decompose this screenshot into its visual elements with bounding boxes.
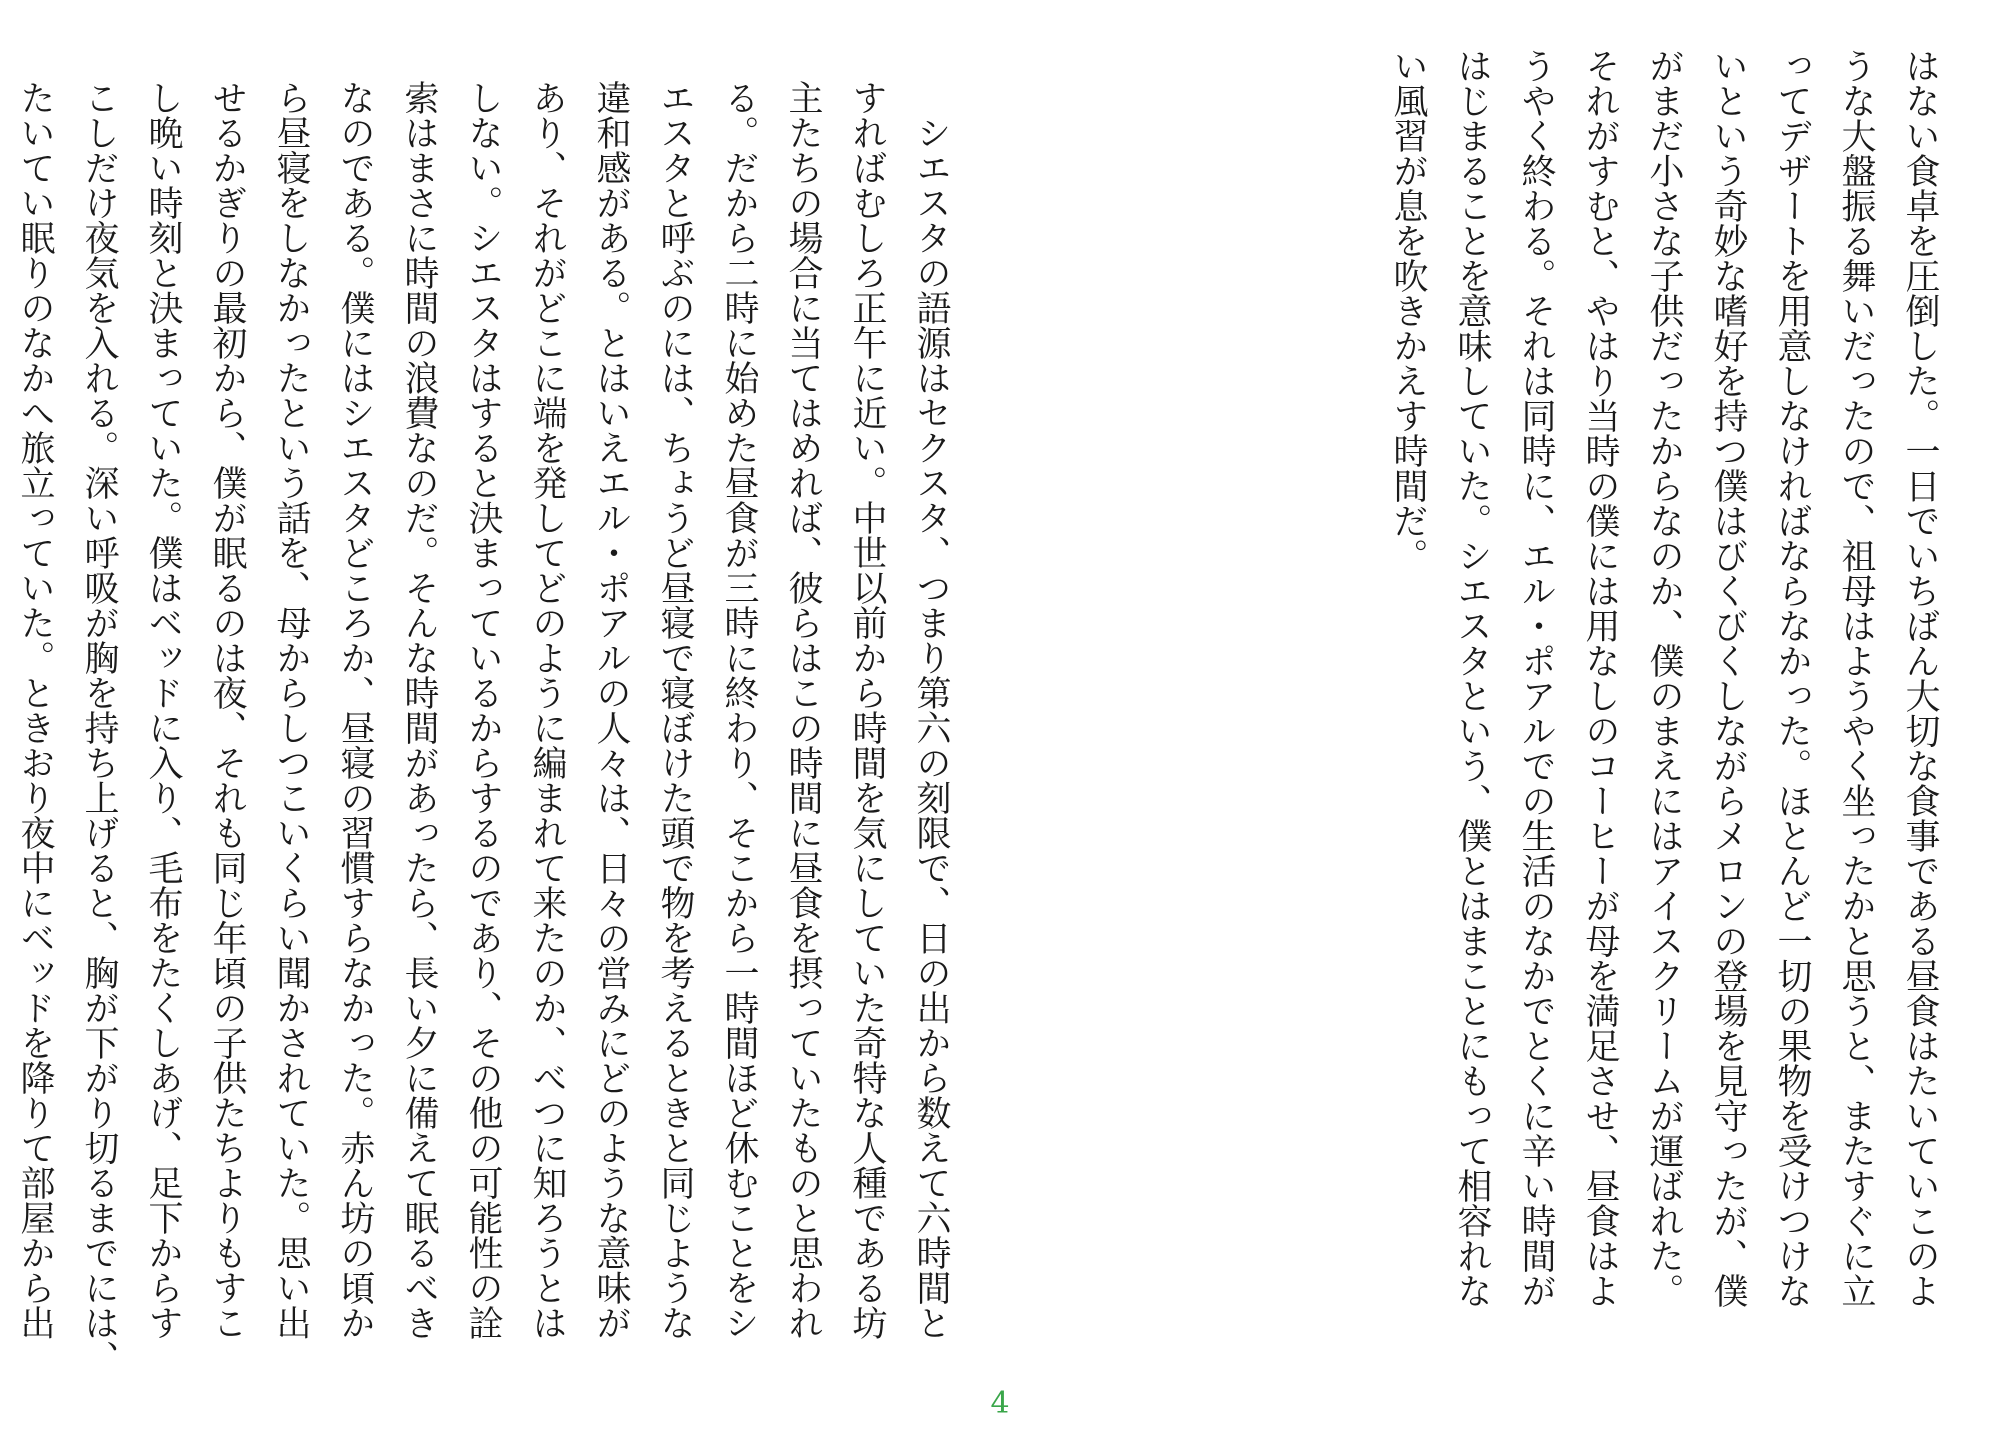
text-line: 主たちの場合に当てはめれば、彼らはこの時間に昼食を摂っていたものと思われ [783,80,823,1340]
text-line: なのである。僕にはシエスタどころか、昼寝の習慣すらなかった。赤ん坊の頃か [335,80,375,1340]
text-line: る。だから二時に始めた昼食が三時に終わり、そこから一時間ほど休むことをシ [719,80,759,1340]
text-line: こしだけ夜気を入れる。深い呼吸が胸を持ち上げると、胸が下がり切るまでには、 [79,80,119,1375]
text-line: 違和感がある。とはいえエル・ポアルの人々は、日々の営みにどのような意味が [591,80,631,1340]
text-line: はない食卓を圧倒した。一日でいちばん大切な食事である昼食はたいていこのよ [1900,48,1940,1308]
text-line: がまだ小さな子供だったからなのか、僕のまえにはアイスクリームが運ばれた。 [1644,48,1684,1308]
text-line: すればむしろ正午に近い。中世以前から時間を気にしていた奇特な人種である坊 [847,80,887,1340]
text-line: シエスタの語源はセクスタ、つまり第六の刻限で、日の出から数えて六時間と [911,115,951,1340]
text-line: エスタと呼ぶのには、ちょうど昼寝で寝ぼけた頭で物を考えるときと同じような [655,80,695,1340]
text-line: あり、それがどこに端を発してどのように編まれて来たのか、べつに知ろうとは [527,80,567,1340]
text-line: いという奇妙な嗜好を持つ僕はびくびくしながらメロンの登場を見守ったが、僕 [1708,48,1748,1308]
paragraph-1 [1388,48,1952,1383]
text-line: し晩い時刻と決まっていた。僕はベッドに入り、毛布をたくしあげ、足下からす [143,80,183,1340]
text-line: ら昼寝をしなかったという話を、母からしつこいくらい聞かされていた。思い出 [271,80,311,1340]
text-line: それがすむと、やはり当時の僕には用なしのコーヒーが母を満足させ、昼食はよ [1580,48,1620,1308]
text-line: せるかぎりの最初から、僕が眠るのは夜、それも同じ年頃の子供たちよりもすこ [207,80,247,1340]
text-line [0,80,3,1415]
text-line: ってデザートを用意しなければならなかった。ほとんど一切の果物を受けつけな [1772,48,1812,1308]
paragraph-2 [3,80,963,1415]
text-line: しない。シエスタはすると決まっているからするのであり、その他の可能性の詮 [463,80,503,1340]
text-line: 索はまさに時間の浪費なのだ。そんな時間があったら、長い夕に備えて眠るべき [399,80,439,1340]
text-line: うやく終わる。それは同時に、エル・ポアルでの生活のなかでとくに辛い時間が [1516,48,1556,1308]
page-number: 4 [990,1386,1010,1421]
text-line: うな大盤振る舞いだったので、祖母はようやく坐ったかと思うと、またすぐに立 [1836,48,1876,1308]
text-line: はじまることを意味していた。シエスタという、僕とはまことにもって相容れな [1452,48,1492,1308]
text-line: たいてい眠りのなかへ旅立っていた。ときおり夜中にベッドを降りて部屋から出 [15,80,55,1340]
text-line: い風習が息を吹きかえす時間だ。 [1388,48,1428,573]
